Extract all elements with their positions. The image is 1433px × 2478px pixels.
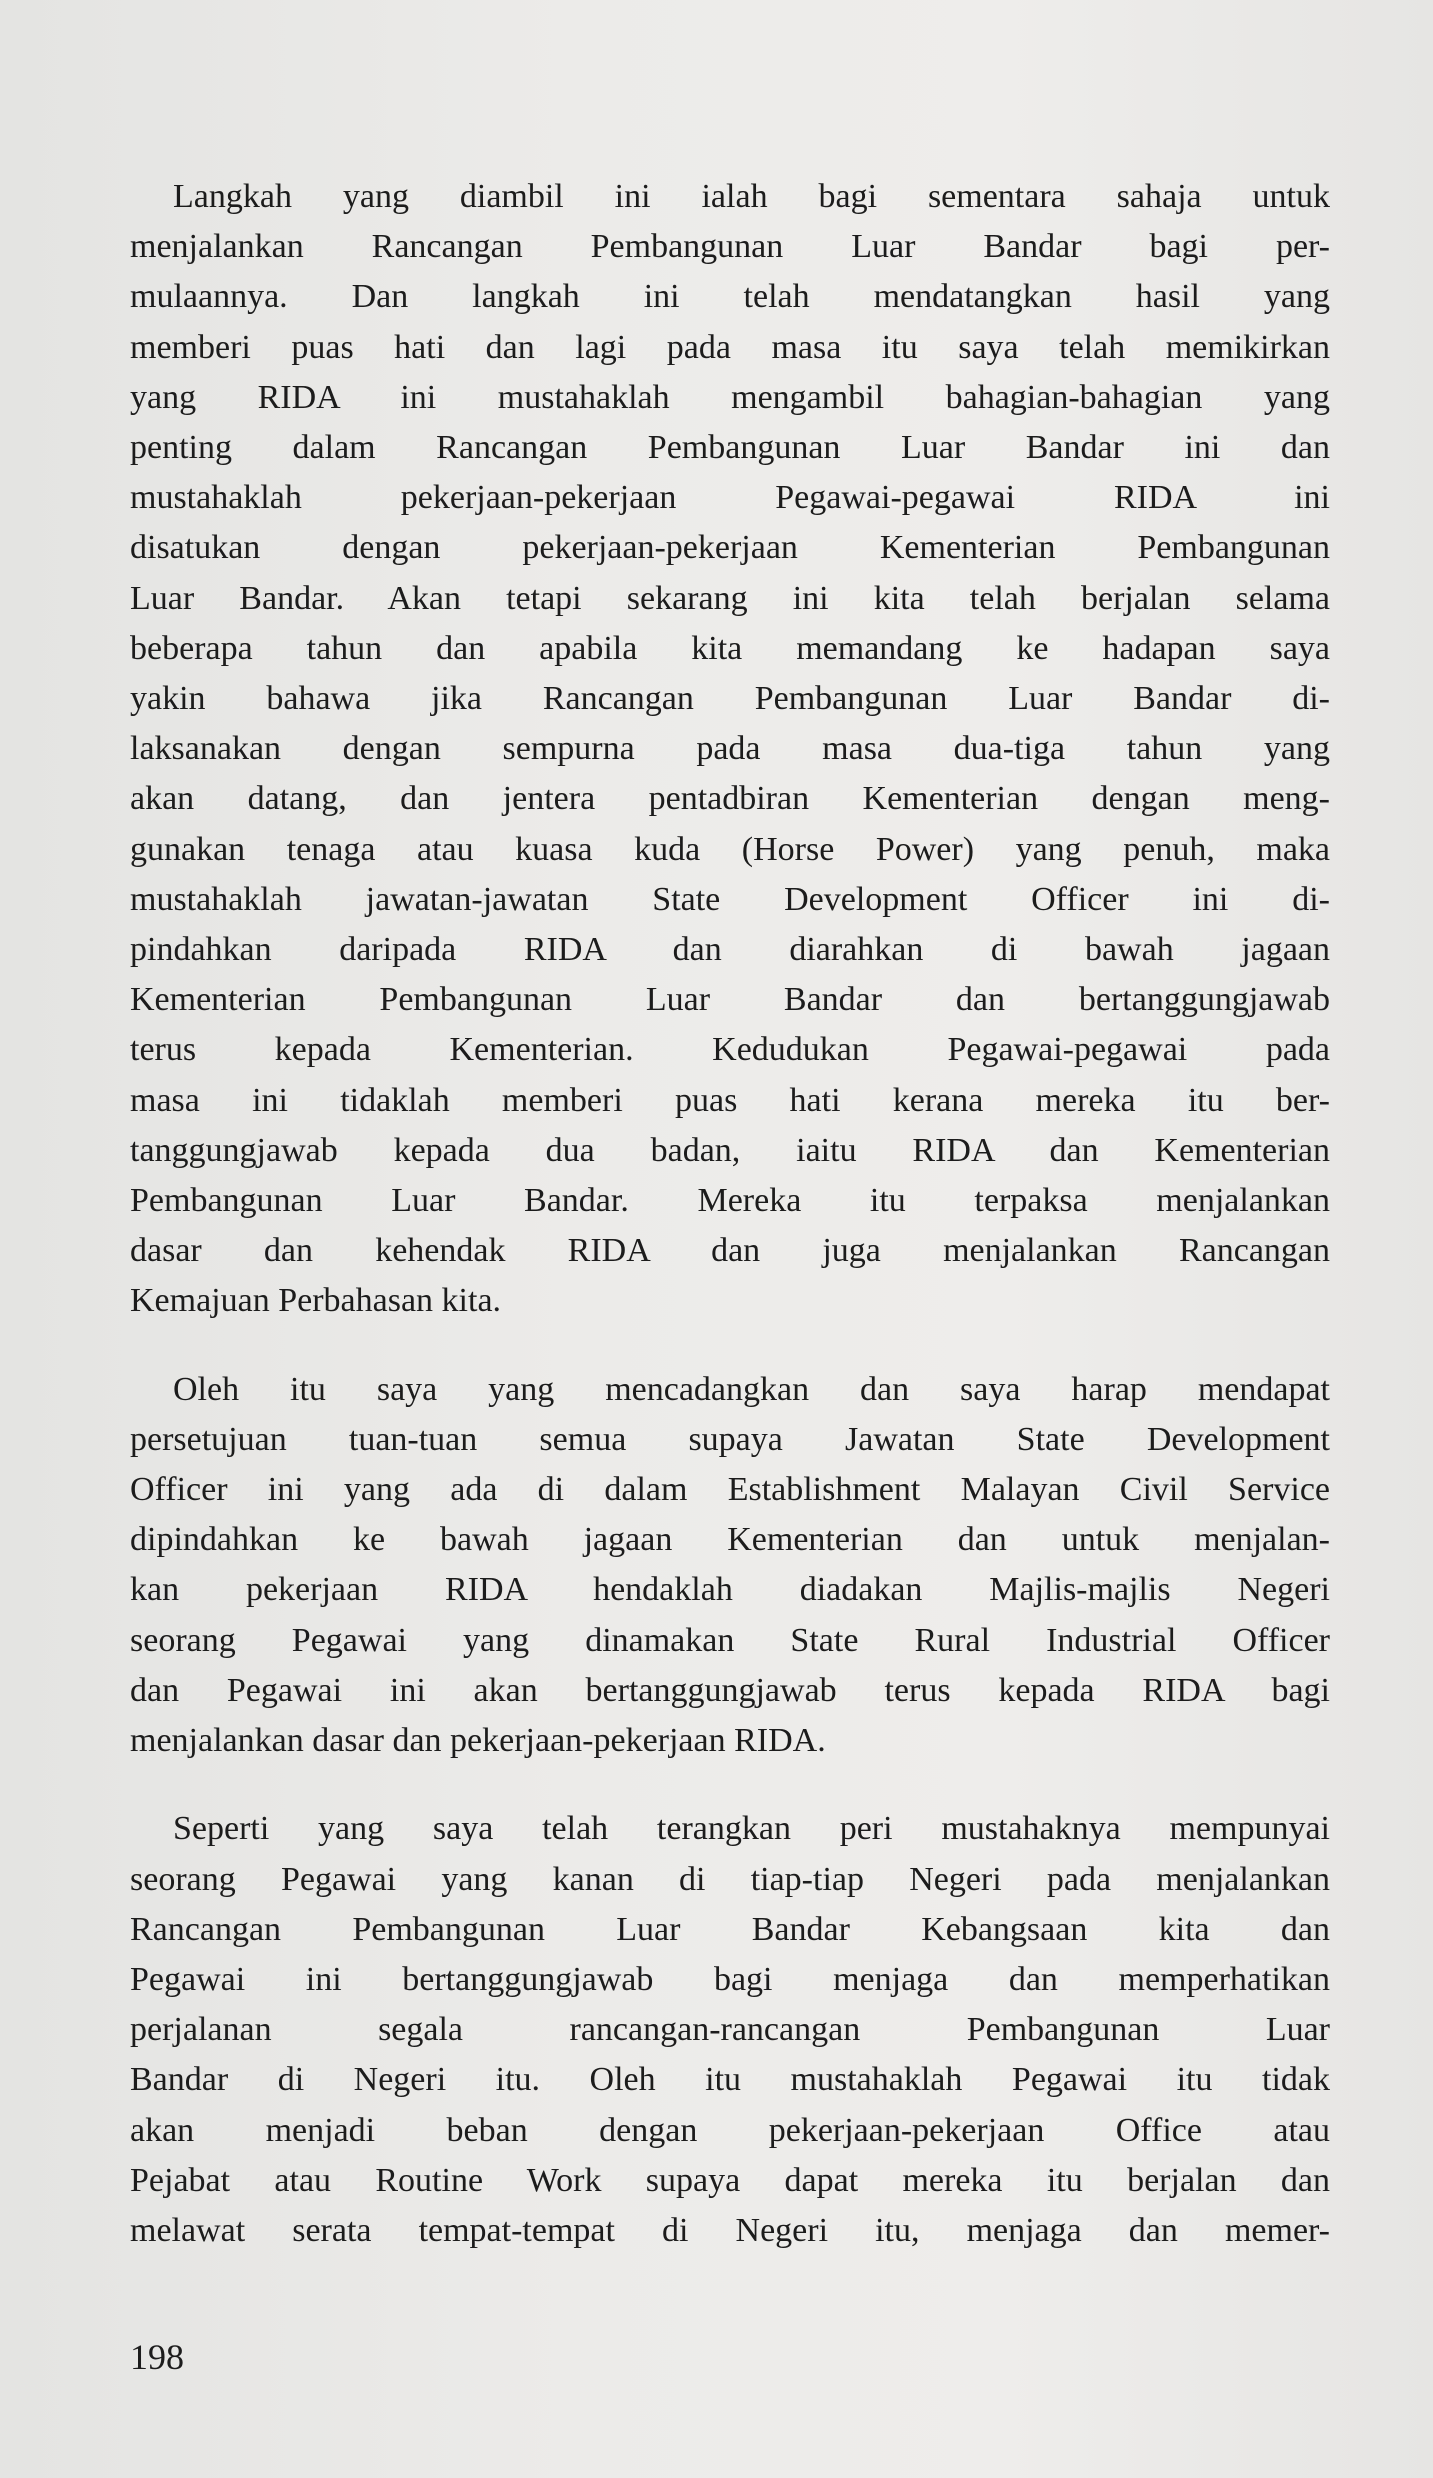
text-line: masa ini tidaklah memberi puas hati kerana mereka itu ber- xyxy=(130,1081,1330,1119)
text-line: dipindahkan ke bawah jagaan Kementerian dan untuk menjalan- xyxy=(130,1521,1330,1559)
text-line: Rancangan Pembangunan Luar Bandar Kebangsaan kita dan xyxy=(130,1910,1330,1948)
text-line: terus kepada Kementerian. Kedudukan Pegawai-pegawai pada xyxy=(130,1031,1330,1069)
text-line: Kementerian Pembangunan Luar Bandar dan bertanggungjawab xyxy=(130,981,1330,1019)
text-line: kan pekerjaan RIDA hendaklah diadakan Majlis-majlis Negeri xyxy=(130,1571,1330,1609)
text-line: gunakan tenaga atau kuasa kuda (Horse Power) yang penuh, maka xyxy=(130,830,1330,868)
text-line: yakin bahawa jika Rancangan Pembangunan Luar Bandar di- xyxy=(130,680,1330,718)
text-line: Pembangunan Luar Bandar. Mereka itu terpaksa menjalankan xyxy=(130,1182,1330,1220)
text-line: Kemajuan Perbahasan kita. xyxy=(130,1282,502,1320)
text-line: penting dalam Rancangan Pembangunan Luar Bandar ini dan xyxy=(130,429,1330,467)
text-line: disatukan dengan pekerjaan-pekerjaan Kementerian Pembangunan xyxy=(130,529,1330,567)
text-line: dan Pegawai ini akan bertanggungjawab terus kepada RIDA bagi xyxy=(130,1671,1330,1709)
text-line: akan datang, dan jentera pentadbiran Kementerian dengan meng- xyxy=(130,780,1330,818)
text-line: persetujuan tuan-tuan semua supaya Jawatan State Development xyxy=(130,1420,1330,1458)
text-line: menjalankan Rancangan Pembangunan Luar Bandar bagi per- xyxy=(130,228,1330,266)
text-line: Oleh itu saya yang mencadangkan dan saya harap mendapat xyxy=(173,1370,1330,1408)
paragraph xyxy=(130,1804,1330,2256)
text-line: memberi puas hati dan lagi pada masa itu saya telah memikirkan xyxy=(130,328,1330,366)
text-line: seorang Pegawai yang dinamakan State Rural Industrial Officer xyxy=(130,1621,1330,1659)
text-line: mustahaklah jawatan-jawatan State Development Officer ini di- xyxy=(130,880,1330,918)
text-line: seorang Pegawai yang kanan di tiap-tiap Negeri pada menjalankan xyxy=(130,1860,1330,1898)
body-text xyxy=(130,172,1330,2294)
text-line: beberapa tahun dan apabila kita memandang ke hadapan saya xyxy=(130,629,1330,667)
text-line: Seperti yang saya telah terangkan peri mustahaknya mempunyai xyxy=(173,1810,1330,1848)
text-line: perjalanan segala rancangan-rancangan Pembangunan Luar xyxy=(130,2011,1330,2049)
text-line: tanggungjawab kepada dua badan, iaitu RIDA dan Kementerian xyxy=(130,1131,1330,1169)
text-line: akan menjadi beban dengan pekerjaan-pekerjaan Office atau xyxy=(130,2111,1330,2149)
page-number: 198 xyxy=(130,2337,184,2377)
text-line: menjalankan dasar dan pekerjaan-pekerjaan RIDA. xyxy=(130,1722,826,1760)
text-line: mustahaklah pekerjaan-pekerjaan Pegawai-pegawai RIDA ini xyxy=(130,479,1330,517)
paragraph xyxy=(130,172,1330,1327)
text-line: Luar Bandar. Akan tetapi sekarang ini kita telah berjalan selama xyxy=(130,579,1330,617)
text-line: Pejabat atau Routine Work supaya dapat mereka itu berjalan dan xyxy=(130,2161,1330,2199)
text-line: laksanakan dengan sempurna pada masa dua-tiga tahun yang xyxy=(130,730,1330,768)
text-line: Pegawai ini bertanggungjawab bagi menjaga dan memperhatikan xyxy=(130,1960,1330,1998)
text-line: mulaannya. Dan langkah ini telah mendatangkan hasil yang xyxy=(130,278,1330,316)
paragraph xyxy=(130,1365,1330,1767)
text-line: pindahkan daripada RIDA dan diarahkan di bawah jagaan xyxy=(130,931,1330,969)
text-line: Bandar di Negeri itu. Oleh itu mustahaklah Pegawai itu tidak xyxy=(130,2061,1330,2099)
text-line: Langkah yang diambil ini ialah bagi sementara sahaja untuk xyxy=(173,178,1330,215)
text-line: dasar dan kehendak RIDA dan juga menjalankan Rancangan xyxy=(130,1232,1330,1270)
text-line: melawat serata tempat-tempat di Negeri itu, menjaga dan memer- xyxy=(130,2211,1330,2249)
text-line: Officer ini yang ada di dalam Establishment Malayan Civil Service xyxy=(130,1471,1330,1509)
text-line: yang RIDA ini mustahaklah mengambil bahagian-bahagian yang xyxy=(130,378,1330,416)
